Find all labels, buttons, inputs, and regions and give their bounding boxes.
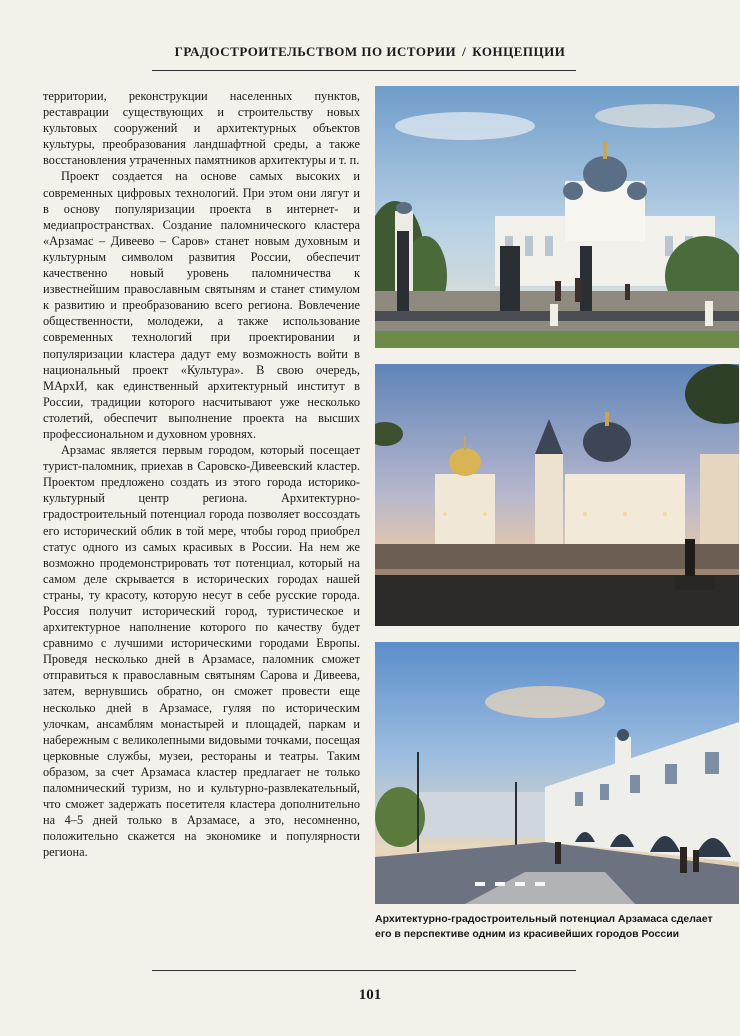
article-body [43, 88, 360, 861]
cathedral-square-image [375, 86, 739, 348]
section-title-left: ГРАДОСТРОИТЕЛЬСТВОМ ПО ИСТОРИИ [174, 44, 457, 59]
paragraph-1: территории, реконструкции населенных пунктов, реставрации существующих и строительству новых культовых сооружений и архитектурных объектов культуры, преобразования ландшафтной среды, а также восстановления утраченных памятников архитектуры и т. п. [43, 89, 360, 168]
running-header [0, 44, 740, 60]
evening-churches-image [375, 364, 739, 626]
section-title-right: КОНЦЕПЦИИ [472, 44, 566, 59]
paragraph-2: Проект создается на основе самых высоких и современных цифровых технологий. При этом они лягут и в основу популяризации проекта в интернет- и медиапространствах. Создание паломнического кластера «Арзамас – Дивеево – Саров» станет новым духовным и культурным символом развития России, обеспечит качественно новый уровень паломничества к известнейшим православным святыням и станет стимулом к развитию и преобразованию всего региона. Вовлечение общественности, молодежи, а также использование современных технологий при проектировании и популяризации кластера дадут ему возможность войти в национальный проект «Культура». В свою очередь, МАрхИ, как единственный архитектурный институт в России, традиции которого насчитывают уже несколько столетий, обеспечит выполнение проекта на высших профессиональном и духовном уровнях. [43, 169, 360, 441]
paragraph-3: Арзамас является первым городом, который посещает турист-паломник, приехав в Саровско-Дивеевский кластер. Проектом предложено создать из этого города историко-культурный центр региона. Архитектурно-градостроительный потенциал города позволяет воссоздать его исторический облик в той мере, чтобы город приобрел статус одного из самых красивых в России. На нем же возможно продемонстрировать тот потенциал, который на самом деле скрывается в исторических городах нашей страны, ту красоту, которую несут в себе русские города. Россия получит исторический город, туристическое и архитектурное наполнение которого по качеству будет сравнимо с лучшими историческими городами Европы. Проведя несколько дней в Арзамасе, паломник сможет отправиться к православным святыням Сарова и Дивеева, затем, вернувшись обратно, он сможет провести еще несколько дней в Арзамасе, гуляя по историческим улочкам, ансамблям монастырей и площадей, паркам и набережным с великолепными видовыми точками, посещая церковные службы, музеи, рестораны и театры. Таким образом, за счет Арзамаса кластер предлагает не только паломнический туризм, но и культурно-развлекательный, что сможет задержать посетителя кластера дополнительно на 4–5 дней только в Арзамасе, а это, несомненно, положительно скажется на экономике и популярности региона. [43, 443, 360, 860]
header-rule [152, 70, 576, 71]
footer-rule [152, 970, 576, 971]
page-number: 101 [358, 987, 382, 1003]
arcade-street-image [375, 642, 739, 904]
section-divider: / [462, 44, 467, 59]
figure-caption: Архитектурно-градостроительный потенциал Арзамаса сделает его в перспективе одним из красивейших городов России [375, 913, 713, 940]
